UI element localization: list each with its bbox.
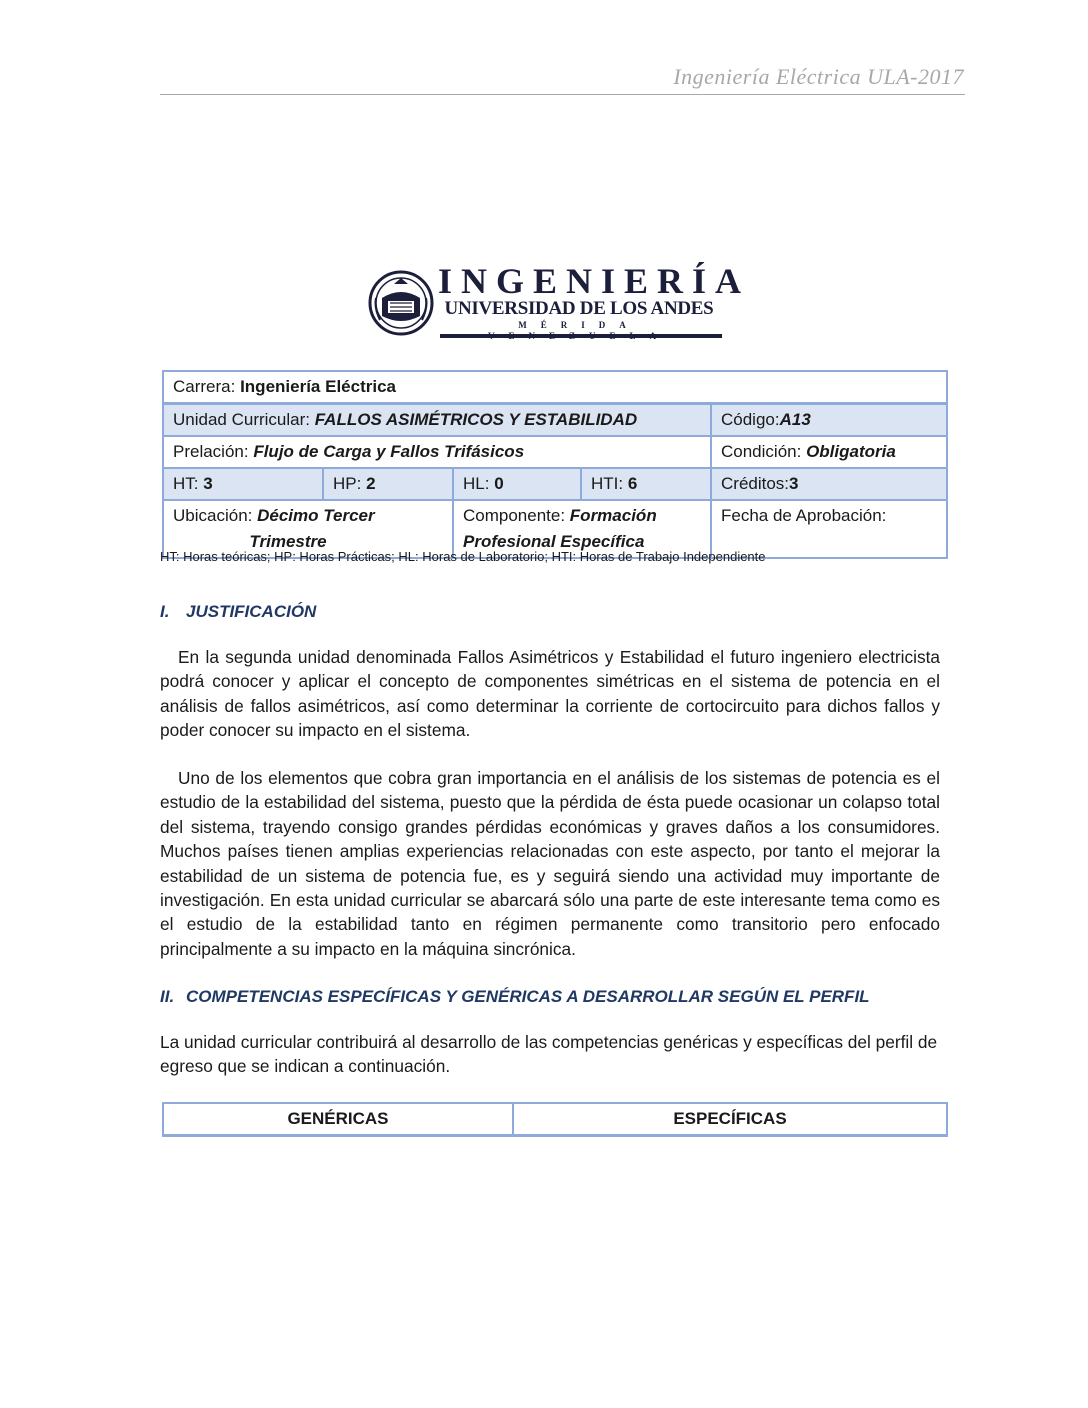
- column-header-genericas: GENÉRICAS: [163, 1103, 513, 1136]
- course-info-table: [162, 370, 948, 559]
- section-number: I.: [160, 602, 170, 621]
- hp-cell: [323, 468, 453, 500]
- hl-value: 0: [494, 474, 504, 493]
- prelacion-label: Prelación:: [173, 442, 254, 461]
- ubicacion-value: Décimo Tercer: [257, 506, 375, 525]
- componente-value-cont: Profesional Específica: [463, 532, 645, 551]
- codigo-cell: [711, 404, 947, 437]
- prelacion-cell: [163, 436, 711, 468]
- university-seal-icon: [368, 268, 434, 338]
- condicion-value: Obligatoria: [806, 442, 896, 461]
- justificacion-paragraph-1: En la segunda unidad denominada Fallos Asimétricos y Estabilidad el futuro ingeniero electricista podrá conocer y aplicar el concepto de componentes simétricas en el sistema de potencia en el análisis de fallos asimétricos, así como determinar la corriente de cortocircuito para dichos fallos y poder conocer su impacto en el sistema.: [160, 647, 940, 741]
- hti-value: 6: [627, 474, 638, 493]
- ht-cell: [163, 468, 323, 500]
- carrera-label: Carrera:: [173, 377, 241, 396]
- competencias-table: [162, 1102, 948, 1137]
- prelacion-value: Flujo de Carga y Fallos Trifásicos: [253, 442, 525, 461]
- competencias-intro-paragraph: La unidad curricular contribuirá al desarrollo de las competencias genéricas y específicas del perfil de egreso que se indican a continuación.: [160, 1032, 938, 1077]
- table-row: [163, 404, 947, 437]
- componente-label: Componente:: [463, 506, 570, 525]
- logo-underline: [440, 334, 722, 338]
- carrera-cell: [163, 371, 947, 404]
- codigo-label: Código:: [721, 410, 780, 429]
- table-header-row: [163, 1103, 947, 1136]
- faculty-logo: [368, 261, 751, 340]
- hp-value: 2: [366, 474, 376, 493]
- section-heading-competencias: [160, 987, 870, 1007]
- header-divider: [160, 94, 965, 95]
- logo-city: MÉRIDA: [518, 320, 640, 330]
- section-heading-justificacion: [160, 602, 316, 622]
- creditos-cell: [711, 468, 947, 500]
- ht-label: HT:: [173, 474, 204, 493]
- table-row: [163, 371, 947, 404]
- hp-label: HP:: [333, 474, 367, 493]
- fecha-label: Fecha de Aprobación:: [721, 506, 887, 525]
- section-title: COMPETENCIAS ESPECÍFICAS Y GENÉRICAS A DESARROLLAR SEGÚN EL PERFIL: [186, 987, 870, 1006]
- hti-label: HTI:: [591, 474, 628, 493]
- codigo-value: A13: [779, 410, 811, 429]
- ht-value: 3: [203, 474, 213, 493]
- ubicacion-label: Ubicación:: [173, 506, 258, 525]
- table-row: [163, 436, 947, 468]
- unidad-value: FALLOS ASIMÉTRICOS Y ESTABILIDAD: [314, 410, 638, 429]
- componente-value: Formación: [569, 506, 657, 525]
- column-header-especificas: ESPECÍFICAS: [513, 1103, 947, 1136]
- creditos-label: Créditos:: [721, 474, 790, 493]
- ubicacion-value-cont: Trimestre: [249, 532, 327, 551]
- hti-cell: [581, 468, 711, 500]
- carrera-value: Ingeniería Eléctrica: [240, 377, 396, 396]
- table-row: [163, 468, 947, 500]
- logo-title: INGENIERÍA: [438, 261, 751, 301]
- logo-university: UNIVERSIDAD DE LOS ANDES: [444, 298, 714, 319]
- hl-cell: [453, 468, 581, 500]
- creditos-value: 3: [789, 474, 799, 493]
- section-title: JUSTIFICACIÓN: [186, 602, 317, 621]
- running-header: Ingeniería Eléctrica ULA-2017: [673, 64, 964, 89]
- condicion-label: Condición:: [721, 442, 807, 461]
- condicion-cell: [711, 436, 947, 468]
- hl-label: HL:: [463, 474, 495, 493]
- hours-legend-note: HT: Horas teóricas; HP: Horas Prácticas; HL: Horas de Laboratorio; HTI: Horas de Trabajo Independiente: [160, 549, 766, 564]
- justificacion-paragraph-2: Uno de los elementos que cobra gran importancia en el análisis de los sistemas de potencia es el estudio de la estabilidad del sistema, puesto que la pérdida de ésta puede ocasionar un colapso total del sistema, trayendo consigo grandes pérdidas económicas y graves daños a los consumidores. Muchos países tienen amplias experiencias relacionadas con este aspecto, por tanto el mejorar la estabilidad de un sistema de potencia fue, es y seguirá siendo una actividad muy importante de investigación. En esta unidad curricular se abarcará sólo una parte de este interesante tema como es el estudio de la estabilidad tanto en régimen permanente como transitorio pero enfocado principalmente a su impacto en la máquina sincrónica.: [160, 768, 940, 959]
- unidad-cell: [163, 404, 711, 437]
- unidad-label: Unidad Curricular:: [173, 410, 315, 429]
- section-number: II.: [160, 987, 175, 1006]
